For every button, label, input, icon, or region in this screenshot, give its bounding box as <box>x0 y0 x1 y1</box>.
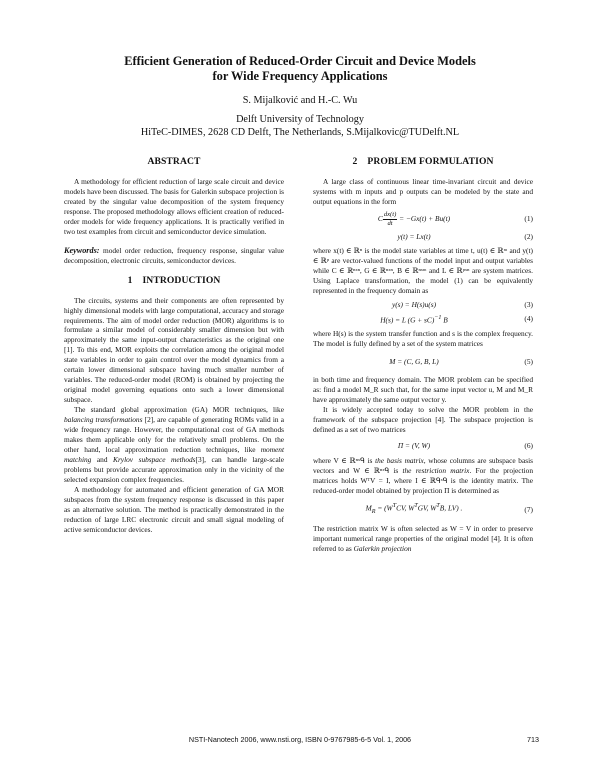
equation-5-body: M = (C, G, B, L) <box>389 356 439 366</box>
footer-citation: NSTI-Nanotech 2006, www.nsti.org, ISBN 0-9767985-6-5 Vol. 1, 2006 <box>188 735 412 744</box>
intro-p2-italic-b: balancing transformations <box>64 415 143 425</box>
equation-1 <box>313 211 533 228</box>
intro-p2-text-c: [2], are capable of generating ROMs valid in a wide frequency range. However, the computational cost of GA methods makes them applicable only for the relatively small problems. On the other hand, local approximation reduction techniques, like <box>64 415 285 454</box>
abstract-text: A methodology for efficient reduction of large scale circuit and device models have been discussed. The basis for Galerkin subspace projection is created by the singular value decomposition of the system frequency response. The proposed methodology allows efficient creation of reduced-order models for wide frequency applications. It is practically verified in two test examples from circuit and semiconductor device simulation. <box>64 177 284 236</box>
problem-paragraph-6 <box>313 456 533 496</box>
section-1-number: 1 <box>127 274 133 286</box>
abstract-heading: ABSTRACT <box>147 156 201 167</box>
section-2-number: 2 <box>352 156 358 167</box>
equation-6-body: Π = (V, W) <box>397 440 431 450</box>
equation-5 <box>313 357 533 367</box>
equation-1-number: (1) <box>524 214 533 224</box>
author-list: S. Mijalković and H.-C. Wu <box>242 95 358 106</box>
right-column <box>313 156 533 554</box>
intro-p2-italic-d: moment matching <box>64 444 284 464</box>
problem-paragraph-5: It is widely accepted today to solve the MOR problem in the framework of the subspace projection [4]. The subspace projection is defined as a set of two matrices <box>313 404 533 434</box>
affiliation-line-1: Delft University of Technology <box>236 114 364 125</box>
intro-p2-text-a: The standard global approximation (GA) MOR techniques, like <box>74 405 284 415</box>
title-line-2: for Wide Frequency Applications <box>212 68 388 83</box>
problem-paragraph-4: in both time and frequency domain. The MOR problem can be specified as: find a model M_R such that, for the same input vector u, M and M_R have approximately the same output vector y. <box>313 374 533 404</box>
intro-paragraph-2 <box>64 405 284 485</box>
equation-3 <box>313 300 533 310</box>
problem-p6-italic-d: the restriction matrix <box>402 466 470 476</box>
intro-p2-text-e: and <box>91 454 114 464</box>
problem-paragraph-3: where H(s) is the system transfer function and s is the complex frequency. The model is fully defined by a set of the system matrices <box>313 328 533 348</box>
equation-5-number: (5) <box>524 356 533 366</box>
section-1-heading <box>64 275 284 287</box>
equation-3-number: (3) <box>524 299 533 309</box>
intro-paragraph-3: A methodology for automated and efficient generation of GA MOR subspaces from the system frequency response is discussed in this paper as an alternative solution. The method is practically demonstrated in the reduction of large LRC electronic circuit and small signal modeling of active semiconductor devices. <box>64 484 284 534</box>
equation-6-number: (6) <box>524 440 533 450</box>
equation-3-body: y(s) = H(s)u(s) <box>391 299 437 309</box>
affiliation <box>0 114 600 139</box>
intro-p2-italic-f: Krylov subspace methods <box>113 454 196 464</box>
equation-6 <box>313 441 533 451</box>
intro-paragraph-1: The circuits, systems and their components are often represented by highly dimensional models with large computational, accuracy and storage requirements. The aim of model order reduction (MOR) algorithms is to formulate a similar model of considerably smaller dimension but with approximately the same input-output characteristics as the original one [1]. To this end, MOR exploits the correlation among the original model state variables in order to gain control over the model dynamics from a certain lower dimensional subspace having much smaller number of variables. The reduced-order model (ROM) is obtained by projecting the original model governing equations onto such a lower dimensional subspace. <box>64 295 284 405</box>
section-2-heading <box>313 156 533 168</box>
keywords-label: Keywords: <box>64 245 100 255</box>
equation-1-body: C $\frac{dx(t)}{dt}$ = −Gx(t) + Bu(t) <box>377 210 451 227</box>
problem-paragraph-2: where x(t) ∈ ℝⁿ is the model state variables at time t, u(t) ∈ ℝᵐ and y(t) ∈ ℝᵖ are vector-valued functions of the model input and output variables while C ∈ ℝⁿˣⁿ, G ∈ ℝⁿˣⁿ, B ∈ ℝⁿˣᵐ and L ∈ ℝᵖˣⁿ are system matrices. Using Laplace transformation, the model (1) can be equivalently represented in the frequency domain as <box>313 245 533 295</box>
equation-4-body: H(s) = L (G + sC)$^{-1}$ B <box>380 314 448 324</box>
equation-2-number: (2) <box>524 231 533 241</box>
problem-paragraph-1: A large class of continuous linear time-invariant circuit and device systems with m inputs and p outputs can be modeled by the state and output equations in the form <box>313 177 533 206</box>
affiliation-line-2: HiTeC-DIMES, 2628 CD Delft, The Netherlands, S.Mijalkovic@TUDelft.NL <box>140 126 460 138</box>
title-line-1: Efficient Generation of Reduced-Order Circuit and Device Models <box>124 54 476 68</box>
keywords-paragraph <box>64 246 284 266</box>
equation-7-body: $M_R = (W^TCV$, $W^TGV$, $W^TB$, LV) . <box>365 503 463 516</box>
equation-4 <box>313 314 533 325</box>
problem-p6-text-e: . For the projection matrices holds WᵀV = I, where I ∈ ℝᑫˣᑫ is the identity matrix. The reduced-order model obtained by projection Π is determined as <box>313 466 533 496</box>
equation-2 <box>313 232 533 242</box>
problem-paragraph-7 <box>313 524 533 554</box>
left-column <box>64 156 284 535</box>
problem-p7-text-a: The restriction matrix W is often selected as W = V in order to preserve important numerical range properties of the original model [4]. It is often referred to as <box>313 524 533 554</box>
equation-4-number: (4) <box>524 314 533 324</box>
keywords-text: model order reduction, frequency response, singular value decomposition, electronic circuits, semiconductor devices. <box>64 245 284 265</box>
intro-p2-text-g: [3], can handle large-scale problems but provide accurate approximation only in the vicinity of the selected expansion complex frequencies. <box>64 454 284 484</box>
problem-p6-text-c: , whose columns are subspace basis vectors and W ∈ ℝⁿˣᑫ is <box>313 456 533 476</box>
section-1-title: INTRODUCTION <box>142 274 221 286</box>
problem-p6-italic-b: the basis matrix <box>375 456 424 466</box>
section-2-title: PROBLEM FORMULATION <box>367 156 494 167</box>
equation-2-body: y(t) = Lx(t) <box>397 231 431 241</box>
equation-7-number: (7) <box>524 505 533 515</box>
equation-7 <box>313 502 533 518</box>
paper-title <box>0 54 600 83</box>
page-number: 713 <box>527 735 539 744</box>
problem-p7-italic-b: Galerkin projection <box>353 544 412 554</box>
problem-p6-text-a: where V ∈ ℝⁿˣᑫ is <box>313 456 376 466</box>
